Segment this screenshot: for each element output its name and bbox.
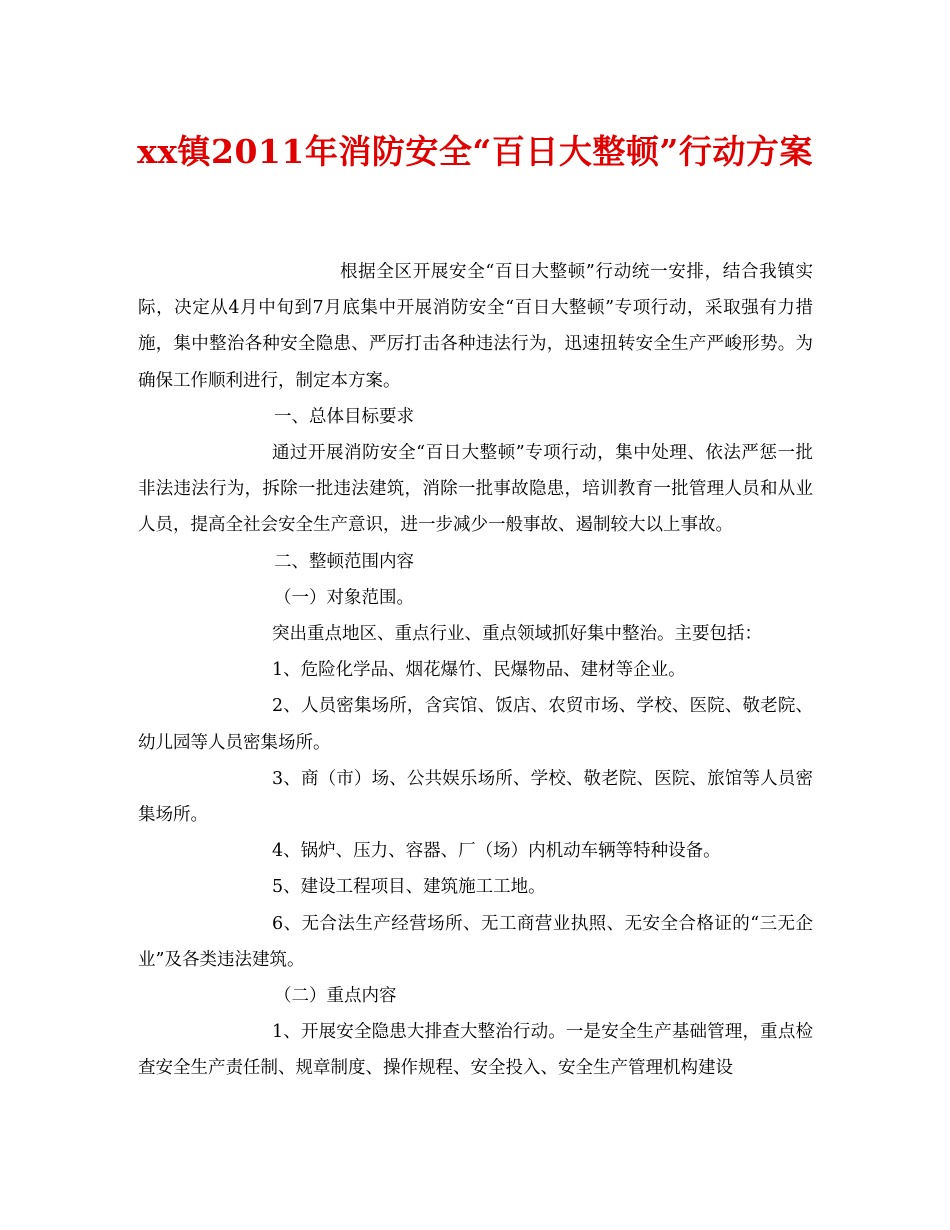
section-heading-scope: 二、整顿范围内容 (274, 551, 414, 572)
list-item: 3、商（市）场、公共娱乐场所、学校、敬老院、医院、旅馆等人员密集场所。 (138, 768, 813, 826)
paragraph-scope-intro: 突出重点地区、重点行业、重点领域抓好集中整治。主要包括： (272, 624, 762, 645)
subheading-target-scope: （一）对象范围。 (274, 587, 414, 608)
document-body (138, 254, 813, 1087)
section-heading-overall-goals: 一、总体目标要求 (274, 406, 414, 427)
paragraph-goals: 通过开展消防安全“百日大整顿”专项行动，集中处理、依法严惩一批非法违法行为，拆除一批违法建筑，消除一批事故隐患，培训教育一批管理人员和从业人员，提高全社会安全生产意识，进一步减少一般事故、遏制较大以上事故。 (138, 443, 813, 536)
subheading-key-content: （二）重点内容 (274, 986, 397, 1007)
paragraph-key-content: 1、开展安全隐患大排查大整治行动。一是安全生产基础管理，重点检查安全生产责任制、规章制度、操作规程、安全投入、安全生产管理机构建设 (138, 1022, 813, 1079)
document-title: xx镇2011年消防安全“百日大整顿”行动方案 (137, 132, 813, 171)
list-item: 6、无合法生产经营场所、无工商营业执照、无安全合格证的“三无企业”及各类违法建筑。 (138, 913, 813, 970)
list-item: 2、人员密集场所，含宾馆、饭店、农贸市场、学校、医院、敬老院、幼儿园等人员密集场所。 (138, 696, 813, 753)
list-item: 5、建设工程项目、建筑施工工地。 (272, 877, 546, 898)
intro-paragraph: 根据全区开展安全“百日大整顿”行动统一安排，结合我镇实际，决定从4月中旬到7月底集中开展消防安全“百日大整顿”专项行动，采取强有力措施，集中整治各种安全隐患、严厉打击各种违法行为，迅速扭转安全生产严峻形势。为确保工作顺利进行，制定本方案。 (138, 262, 813, 391)
list-item: 4、锅炉、压力、容器、厂（场）内机动车辆等特种设备。 (272, 841, 721, 862)
list-item: 1、危险化学品、烟花爆竹、民爆物品、建材等企业。 (272, 660, 686, 681)
